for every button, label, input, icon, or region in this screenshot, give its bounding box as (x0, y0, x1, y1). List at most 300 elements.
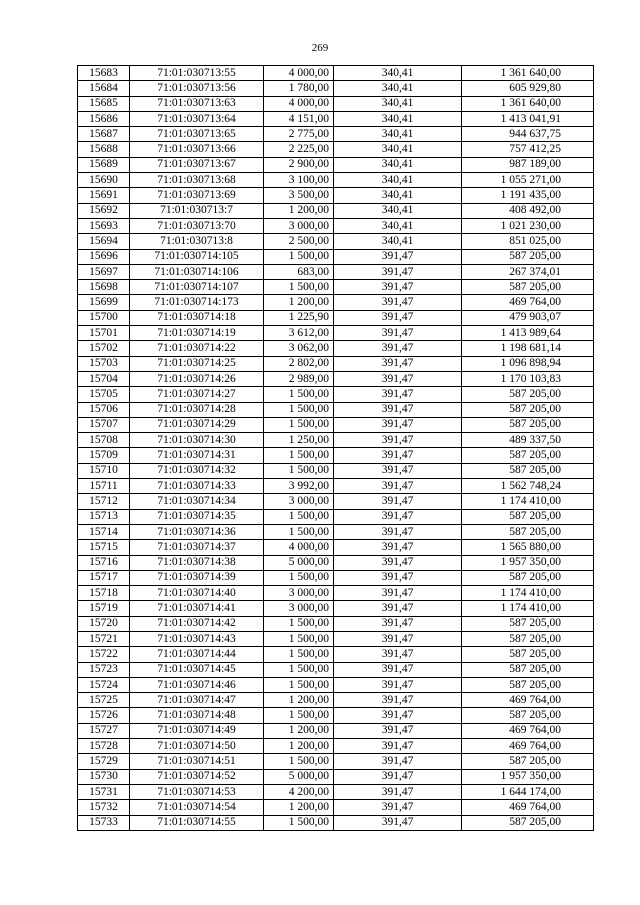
cadastral-number-cell: 71:01:030714:44 (130, 647, 264, 662)
row-number-cell: 15703 (78, 356, 130, 371)
area-cell: 1 500,00 (264, 524, 334, 539)
table-row (78, 463, 594, 478)
row-number-cell: 15733 (78, 815, 130, 830)
cadastral-value-cell: 408 492,00 (462, 203, 594, 218)
cadastral-number-cell: 71:01:030714:27 (130, 387, 264, 402)
rate-cell: 391,47 (334, 280, 462, 295)
area-cell: 1 250,00 (264, 433, 334, 448)
cadastral-number-cell: 71:01:030714:18 (130, 310, 264, 325)
cadastral-value-cell: 1 361 640,00 (462, 66, 594, 81)
area-cell: 1 500,00 (264, 387, 334, 402)
table-row (78, 81, 594, 96)
area-cell: 2 989,00 (264, 371, 334, 386)
area-cell: 3 612,00 (264, 326, 334, 341)
rate-cell: 391,47 (334, 448, 462, 463)
area-cell: 1 500,00 (264, 509, 334, 524)
rate-cell: 391,47 (334, 555, 462, 570)
cadastral-value-cell: 1 957 350,00 (462, 555, 594, 570)
rate-cell: 391,47 (334, 463, 462, 478)
table-row (78, 203, 594, 218)
rate-cell: 391,47 (334, 356, 462, 371)
table-row (78, 540, 594, 555)
table-row (78, 524, 594, 539)
row-number-cell: 15728 (78, 739, 130, 754)
area-cell: 1 500,00 (264, 631, 334, 646)
rate-cell: 391,47 (334, 677, 462, 692)
table-row (78, 800, 594, 815)
row-number-cell: 15696 (78, 249, 130, 264)
cadastral-value-cell: 587 205,00 (462, 754, 594, 769)
rate-cell: 340,41 (334, 188, 462, 203)
cadastral-number-cell: 71:01:030713:70 (130, 218, 264, 233)
cadastral-number-cell: 71:01:030714:54 (130, 800, 264, 815)
cadastral-number-cell: 71:01:030714:105 (130, 249, 264, 264)
area-cell: 1 500,00 (264, 570, 334, 585)
area-cell: 3 992,00 (264, 479, 334, 494)
page-number: 269 (311, 42, 329, 54)
row-number-cell: 15732 (78, 800, 130, 815)
rate-cell: 391,47 (334, 616, 462, 631)
rate-cell: 391,47 (334, 326, 462, 341)
cadastral-number-cell: 71:01:030714:42 (130, 616, 264, 631)
area-cell: 1 500,00 (264, 448, 334, 463)
row-number-cell: 15701 (78, 326, 130, 341)
cadastral-value-cell: 1 562 748,24 (462, 479, 594, 494)
table-row (78, 157, 594, 172)
rate-cell: 391,47 (334, 310, 462, 325)
cadastral-number-cell: 71:01:030714:22 (130, 341, 264, 356)
area-cell: 1 500,00 (264, 417, 334, 432)
rate-cell: 391,47 (334, 708, 462, 723)
cadastral-number-cell: 71:01:030714:106 (130, 264, 264, 279)
cadastral-value-cell: 587 205,00 (462, 524, 594, 539)
table-row (78, 402, 594, 417)
rate-cell: 340,41 (334, 218, 462, 233)
row-number-cell: 15718 (78, 586, 130, 601)
rate-cell: 340,41 (334, 203, 462, 218)
table-row (78, 326, 594, 341)
cadastral-value-cell: 1 174 410,00 (462, 601, 594, 616)
table-row (78, 708, 594, 723)
table-row (78, 494, 594, 509)
cadastral-value-cell: 987 189,00 (462, 157, 594, 172)
row-number-cell: 15697 (78, 264, 130, 279)
cadastral-number-cell: 71:01:030713:63 (130, 96, 264, 111)
row-number-cell: 15708 (78, 433, 130, 448)
rate-cell: 391,47 (334, 494, 462, 509)
table-row (78, 188, 594, 203)
area-cell: 1 200,00 (264, 203, 334, 218)
row-number-cell: 15711 (78, 479, 130, 494)
row-number-cell: 15716 (78, 555, 130, 570)
rate-cell: 340,41 (334, 111, 462, 126)
cadastral-value-cell: 944 637,75 (462, 127, 594, 142)
rate-cell: 391,47 (334, 524, 462, 539)
cadastral-number-cell: 71:01:030713:56 (130, 81, 264, 96)
table-row (78, 417, 594, 432)
area-cell: 1 200,00 (264, 739, 334, 754)
land-valuation-table (77, 65, 594, 831)
cadastral-value-cell: 469 764,00 (462, 800, 594, 815)
row-number-cell: 15693 (78, 218, 130, 233)
area-cell: 1 500,00 (264, 249, 334, 264)
table-row (78, 173, 594, 188)
cadastral-value-cell: 1 191 435,00 (462, 188, 594, 203)
cadastral-number-cell: 71:01:030714:47 (130, 693, 264, 708)
cadastral-value-cell: 587 205,00 (462, 280, 594, 295)
table-row (78, 249, 594, 264)
cadastral-number-cell: 71:01:030714:31 (130, 448, 264, 463)
cadastral-value-cell: 1 198 681,14 (462, 341, 594, 356)
row-number-cell: 15714 (78, 524, 130, 539)
table-row (78, 341, 594, 356)
cadastral-number-cell: 71:01:030714:35 (130, 509, 264, 524)
row-number-cell: 15710 (78, 463, 130, 478)
area-cell: 5 000,00 (264, 769, 334, 784)
cadastral-value-cell: 587 205,00 (462, 647, 594, 662)
cadastral-number-cell: 71:01:030713:67 (130, 157, 264, 172)
rate-cell: 340,41 (334, 173, 462, 188)
rate-cell: 391,47 (334, 509, 462, 524)
row-number-cell: 15686 (78, 111, 130, 126)
area-cell: 3 000,00 (264, 586, 334, 601)
row-number-cell: 15712 (78, 494, 130, 509)
table-row (78, 739, 594, 754)
table-row (78, 677, 594, 692)
table-row (78, 509, 594, 524)
cadastral-number-cell: 71:01:030713:66 (130, 142, 264, 157)
cadastral-number-cell: 71:01:030714:49 (130, 723, 264, 738)
table-row (78, 616, 594, 631)
row-number-cell: 15690 (78, 173, 130, 188)
cadastral-value-cell: 587 205,00 (462, 509, 594, 524)
area-cell: 2 225,00 (264, 142, 334, 157)
cadastral-number-cell: 71:01:030714:52 (130, 769, 264, 784)
table-body (78, 66, 594, 831)
rate-cell: 391,47 (334, 800, 462, 815)
row-number-cell: 15691 (78, 188, 130, 203)
table-row (78, 693, 594, 708)
cadastral-value-cell: 1 055 271,00 (462, 173, 594, 188)
area-cell: 5 000,00 (264, 555, 334, 570)
area-cell: 2 775,00 (264, 127, 334, 142)
row-number-cell: 15705 (78, 387, 130, 402)
table-row (78, 601, 594, 616)
rate-cell: 340,41 (334, 127, 462, 142)
rate-cell: 391,47 (334, 662, 462, 677)
row-number-cell: 15692 (78, 203, 130, 218)
row-number-cell: 15717 (78, 570, 130, 585)
table-row (78, 586, 594, 601)
row-number-cell: 15720 (78, 616, 130, 631)
area-cell: 3 500,00 (264, 188, 334, 203)
cadastral-value-cell: 469 764,00 (462, 723, 594, 738)
cadastral-number-cell: 71:01:030714:33 (130, 479, 264, 494)
area-cell: 1 500,00 (264, 662, 334, 677)
cadastral-value-cell: 1 957 350,00 (462, 769, 594, 784)
cadastral-number-cell: 71:01:030714:29 (130, 417, 264, 432)
cadastral-number-cell: 71:01:030714:50 (130, 739, 264, 754)
cadastral-number-cell: 71:01:030714:36 (130, 524, 264, 539)
area-cell: 1 500,00 (264, 647, 334, 662)
rate-cell: 391,47 (334, 739, 462, 754)
table-row (78, 218, 594, 233)
cadastral-value-cell: 1 565 880,00 (462, 540, 594, 555)
rate-cell: 391,47 (334, 371, 462, 386)
area-cell: 1 500,00 (264, 463, 334, 478)
row-number-cell: 15688 (78, 142, 130, 157)
cadastral-number-cell: 71:01:030714:55 (130, 815, 264, 830)
rate-cell: 340,41 (334, 96, 462, 111)
cadastral-value-cell: 267 374,01 (462, 264, 594, 279)
cadastral-number-cell: 71:01:030713:55 (130, 66, 264, 81)
cadastral-number-cell: 71:01:030714:173 (130, 295, 264, 310)
cadastral-number-cell: 71:01:030713:8 (130, 234, 264, 249)
cadastral-value-cell: 1 361 640,00 (462, 96, 594, 111)
cadastral-number-cell: 71:01:030714:53 (130, 784, 264, 799)
row-number-cell: 15713 (78, 509, 130, 524)
area-cell: 1 500,00 (264, 402, 334, 417)
row-number-cell: 15689 (78, 157, 130, 172)
area-cell: 3 000,00 (264, 218, 334, 233)
rate-cell: 340,41 (334, 234, 462, 249)
cadastral-value-cell: 587 205,00 (462, 815, 594, 830)
rate-cell: 391,47 (334, 540, 462, 555)
rate-cell: 391,47 (334, 295, 462, 310)
table-row (78, 769, 594, 784)
row-number-cell: 15731 (78, 784, 130, 799)
row-number-cell: 15719 (78, 601, 130, 616)
cadastral-value-cell: 469 764,00 (462, 739, 594, 754)
rate-cell: 391,47 (334, 402, 462, 417)
table-row (78, 433, 594, 448)
cadastral-number-cell: 71:01:030714:38 (130, 555, 264, 570)
cadastral-number-cell: 71:01:030714:39 (130, 570, 264, 585)
rate-cell: 391,47 (334, 433, 462, 448)
cadastral-number-cell: 71:01:030714:107 (130, 280, 264, 295)
table-row (78, 570, 594, 585)
cadastral-value-cell: 587 205,00 (462, 570, 594, 585)
row-number-cell: 15694 (78, 234, 130, 249)
area-cell: 4 000,00 (264, 96, 334, 111)
row-number-cell: 15722 (78, 647, 130, 662)
area-cell: 1 780,00 (264, 81, 334, 96)
row-number-cell: 15730 (78, 769, 130, 784)
table-row (78, 784, 594, 799)
cadastral-number-cell: 71:01:030713:7 (130, 203, 264, 218)
area-cell: 1 200,00 (264, 800, 334, 815)
cadastral-value-cell: 1 413 989,64 (462, 326, 594, 341)
cadastral-number-cell: 71:01:030714:37 (130, 540, 264, 555)
cadastral-value-cell: 587 205,00 (462, 631, 594, 646)
cadastral-value-cell: 587 205,00 (462, 616, 594, 631)
cadastral-value-cell: 587 205,00 (462, 402, 594, 417)
area-cell: 3 000,00 (264, 494, 334, 509)
area-cell: 1 225,90 (264, 310, 334, 325)
table-row (78, 127, 594, 142)
row-number-cell: 15702 (78, 341, 130, 356)
row-number-cell: 15685 (78, 96, 130, 111)
area-cell: 1 200,00 (264, 693, 334, 708)
row-number-cell: 15684 (78, 81, 130, 96)
area-cell: 3 000,00 (264, 601, 334, 616)
cadastral-number-cell: 71:01:030714:28 (130, 402, 264, 417)
table-row (78, 815, 594, 830)
cadastral-number-cell: 71:01:030714:41 (130, 601, 264, 616)
table-row (78, 295, 594, 310)
table-row (78, 264, 594, 279)
row-number-cell: 15687 (78, 127, 130, 142)
cadastral-value-cell: 587 205,00 (462, 677, 594, 692)
cadastral-value-cell: 587 205,00 (462, 417, 594, 432)
cadastral-value-cell: 851 025,00 (462, 234, 594, 249)
area-cell: 1 500,00 (264, 616, 334, 631)
area-cell: 1 500,00 (264, 677, 334, 692)
area-cell: 2 500,00 (264, 234, 334, 249)
rate-cell: 391,47 (334, 387, 462, 402)
cadastral-number-cell: 71:01:030714:25 (130, 356, 264, 371)
cadastral-value-cell: 757 412,25 (462, 142, 594, 157)
table-row (78, 96, 594, 111)
table-row (78, 555, 594, 570)
rate-cell: 391,47 (334, 479, 462, 494)
cadastral-number-cell: 71:01:030714:34 (130, 494, 264, 509)
row-number-cell: 15723 (78, 662, 130, 677)
area-cell: 683,00 (264, 264, 334, 279)
cadastral-value-cell: 587 205,00 (462, 463, 594, 478)
row-number-cell: 15700 (78, 310, 130, 325)
area-cell: 3 062,00 (264, 341, 334, 356)
rate-cell: 391,47 (334, 815, 462, 830)
cadastral-value-cell: 489 337,50 (462, 433, 594, 448)
row-number-cell: 15724 (78, 677, 130, 692)
table-row (78, 310, 594, 325)
row-number-cell: 15721 (78, 631, 130, 646)
rate-cell: 391,47 (334, 417, 462, 432)
cadastral-value-cell: 1 021 230,00 (462, 218, 594, 233)
row-number-cell: 15707 (78, 417, 130, 432)
cadastral-value-cell: 587 205,00 (462, 448, 594, 463)
table-row (78, 754, 594, 769)
area-cell: 1 500,00 (264, 815, 334, 830)
row-number-cell: 15704 (78, 371, 130, 386)
cadastral-value-cell: 587 205,00 (462, 662, 594, 677)
rate-cell: 340,41 (334, 81, 462, 96)
table-row (78, 356, 594, 371)
table-row (78, 280, 594, 295)
table-row (78, 234, 594, 249)
area-cell: 1 200,00 (264, 295, 334, 310)
cadastral-value-cell: 469 764,00 (462, 693, 594, 708)
table-row (78, 66, 594, 81)
rate-cell: 391,47 (334, 754, 462, 769)
cadastral-value-cell: 1 170 103,83 (462, 371, 594, 386)
rate-cell: 391,47 (334, 723, 462, 738)
cadastral-number-cell: 71:01:030714:32 (130, 463, 264, 478)
cadastral-value-cell: 587 205,00 (462, 249, 594, 264)
cadastral-number-cell: 71:01:030714:30 (130, 433, 264, 448)
area-cell: 4 200,00 (264, 784, 334, 799)
table-row (78, 142, 594, 157)
rate-cell: 391,47 (334, 647, 462, 662)
cadastral-value-cell: 1 644 174,00 (462, 784, 594, 799)
cadastral-number-cell: 71:01:030714:26 (130, 371, 264, 386)
rate-cell: 340,41 (334, 66, 462, 81)
cadastral-number-cell: 71:01:030713:64 (130, 111, 264, 126)
cadastral-value-cell: 469 764,00 (462, 295, 594, 310)
row-number-cell: 15726 (78, 708, 130, 723)
table-row (78, 479, 594, 494)
row-number-cell: 15715 (78, 540, 130, 555)
rate-cell: 391,47 (334, 631, 462, 646)
rate-cell: 391,47 (334, 769, 462, 784)
cadastral-number-cell: 71:01:030714:48 (130, 708, 264, 723)
rate-cell: 391,47 (334, 570, 462, 585)
row-number-cell: 15729 (78, 754, 130, 769)
cadastral-number-cell: 71:01:030714:40 (130, 586, 264, 601)
rate-cell: 391,47 (334, 264, 462, 279)
row-number-cell: 15727 (78, 723, 130, 738)
table-row (78, 662, 594, 677)
cadastral-number-cell: 71:01:030714:19 (130, 326, 264, 341)
cadastral-value-cell: 1 413 041,91 (462, 111, 594, 126)
area-cell: 4 000,00 (264, 66, 334, 81)
area-cell: 4 151,00 (264, 111, 334, 126)
area-cell: 2 802,00 (264, 356, 334, 371)
table-row (78, 631, 594, 646)
cadastral-number-cell: 71:01:030713:65 (130, 127, 264, 142)
table-row (78, 723, 594, 738)
row-number-cell: 15698 (78, 280, 130, 295)
cadastral-value-cell: 1 174 410,00 (462, 494, 594, 509)
cadastral-value-cell: 1 174 410,00 (462, 586, 594, 601)
cadastral-number-cell: 71:01:030714:46 (130, 677, 264, 692)
cadastral-number-cell: 71:01:030714:51 (130, 754, 264, 769)
area-cell: 2 900,00 (264, 157, 334, 172)
row-number-cell: 15725 (78, 693, 130, 708)
cadastral-value-cell: 587 205,00 (462, 708, 594, 723)
rate-cell: 391,47 (334, 693, 462, 708)
table-row (78, 371, 594, 386)
area-cell: 4 000,00 (264, 540, 334, 555)
area-cell: 1 500,00 (264, 708, 334, 723)
area-cell: 1 500,00 (264, 280, 334, 295)
row-number-cell: 15683 (78, 66, 130, 81)
row-number-cell: 15706 (78, 402, 130, 417)
rate-cell: 391,47 (334, 586, 462, 601)
cadastral-number-cell: 71:01:030714:43 (130, 631, 264, 646)
rate-cell: 391,47 (334, 601, 462, 616)
rate-cell: 391,47 (334, 784, 462, 799)
area-cell: 1 200,00 (264, 723, 334, 738)
table-row (78, 111, 594, 126)
row-number-cell: 15699 (78, 295, 130, 310)
row-number-cell: 15709 (78, 448, 130, 463)
cadastral-number-cell: 71:01:030713:68 (130, 173, 264, 188)
cadastral-value-cell: 479 903,07 (462, 310, 594, 325)
table-row (78, 647, 594, 662)
area-cell: 3 100,00 (264, 173, 334, 188)
rate-cell: 391,47 (334, 249, 462, 264)
table-row (78, 387, 594, 402)
rate-cell: 391,47 (334, 341, 462, 356)
table-row (78, 448, 594, 463)
rate-cell: 340,41 (334, 142, 462, 157)
cadastral-value-cell: 1 096 898,94 (462, 356, 594, 371)
cadastral-value-cell: 605 929,80 (462, 81, 594, 96)
cadastral-number-cell: 71:01:030714:45 (130, 662, 264, 677)
rate-cell: 340,41 (334, 157, 462, 172)
